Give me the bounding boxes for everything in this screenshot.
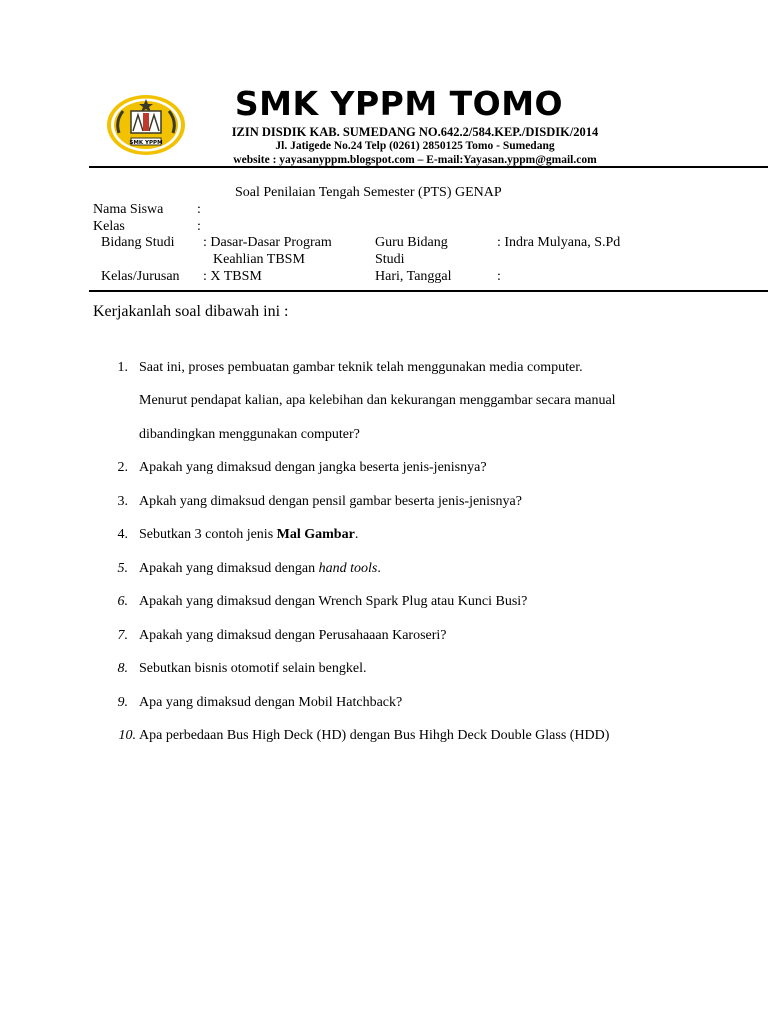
question-5-italic: hand tools — [318, 561, 378, 576]
question-1-line-1: Saat ini, proses pembuatan gambar teknik telah menggunakan media computer. — [139, 360, 583, 375]
question-8: Sebutkan bisnis otomotif selain bengkel. — [139, 661, 367, 676]
guru-label-1: Guru Bidang — [375, 235, 448, 250]
question-number: 4. — [117, 527, 128, 542]
question-7: Apakah yang dimaksud dengan Perusahaaan Karoseri? — [139, 628, 447, 643]
license-line: IZIN DISDIK KAB. SUMEDANG NO.642.2/584.KEP./DISDIK/2014 — [231, 125, 599, 139]
nama-label: Nama Siswa — [93, 202, 164, 217]
question-1-line-2: Menurut pendapat kalian, apa kelebihan dan kekurangan menggambar secara manual — [139, 393, 616, 408]
question-5-pre: Apakah yang dimaksud dengan — [139, 561, 319, 576]
question-number: 2. — [117, 460, 128, 475]
question-2: Apakah yang dimaksud dengan jangka beserta jenis-jenisnya? — [139, 460, 487, 475]
hari-label: Hari, Tanggal — [375, 269, 452, 284]
question-1-line-3: dibandingkan menggunakan computer? — [139, 427, 360, 442]
question-10: Apa perbedaan Bus High Deck (HD) dengan Bus Hihgh Deck Double Glass (HDD) — [139, 728, 610, 743]
question-4-bold: Mal Gambar — [276, 527, 355, 542]
question-4-pre: Sebutkan 3 contoh jenis — [139, 527, 277, 542]
question-number: 3. — [117, 494, 128, 509]
question-number: 1. — [117, 360, 128, 375]
question-number: 9. — [117, 695, 128, 710]
guru-label-2: Studi — [375, 252, 405, 267]
question-4-post: . — [354, 527, 359, 542]
bidang-value-1: : Dasar-Dasar Program — [203, 235, 332, 250]
question-number: 8. — [117, 661, 128, 676]
exam-title: Soal Penilaian Tengah Semester (PTS) GENAP — [235, 185, 502, 200]
kelas-colon: : — [197, 219, 201, 234]
school-name: SMK YPPM TOMO — [234, 84, 564, 123]
guru-value: : Indra Mulyana, S.Pd — [497, 235, 621, 250]
question-number: 7. — [117, 628, 128, 643]
kelas-label: Kelas — [93, 219, 125, 234]
kelasjur-label: Kelas/Jurusan — [101, 269, 180, 284]
address-line: Jl. Jatigede No.24 Telp (0261) 2850125 Tomo - Sumedang — [275, 140, 555, 152]
question-number: 10. — [118, 728, 136, 743]
header-divider — [89, 166, 768, 168]
question-3: Apkah yang dimaksud dengan pensil gambar beserta jenis-jenisnya? — [139, 494, 522, 509]
kelasjur-value: : X TBSM — [203, 269, 262, 284]
info-divider — [89, 290, 768, 292]
hari-colon: : — [497, 269, 501, 284]
question-9: Apa yang dimaksud dengan Mobil Hatchback? — [139, 695, 403, 710]
question-6: Apakah yang dimaksud dengan Wrench Spark Plug atau Kunci Busi? — [139, 594, 528, 609]
question-5-post: . — [377, 561, 381, 576]
instruction: Kerjakanlah soal dibawah ini : — [93, 303, 289, 320]
question-4 — [139, 526, 358, 543]
logo-text: SMK YPPM — [129, 140, 163, 146]
question-number: 5. — [117, 561, 128, 576]
bidang-value-2: Keahlian TBSM — [213, 252, 305, 267]
question-5 — [139, 560, 381, 577]
website-line: website : yayasanyppm.blogspot.com – E-mail:Yayasan.yppm@gmail.com — [233, 154, 597, 166]
nama-colon: : — [197, 202, 201, 217]
bidang-label: Bidang Studi — [101, 235, 175, 250]
question-number: 6. — [117, 594, 128, 609]
